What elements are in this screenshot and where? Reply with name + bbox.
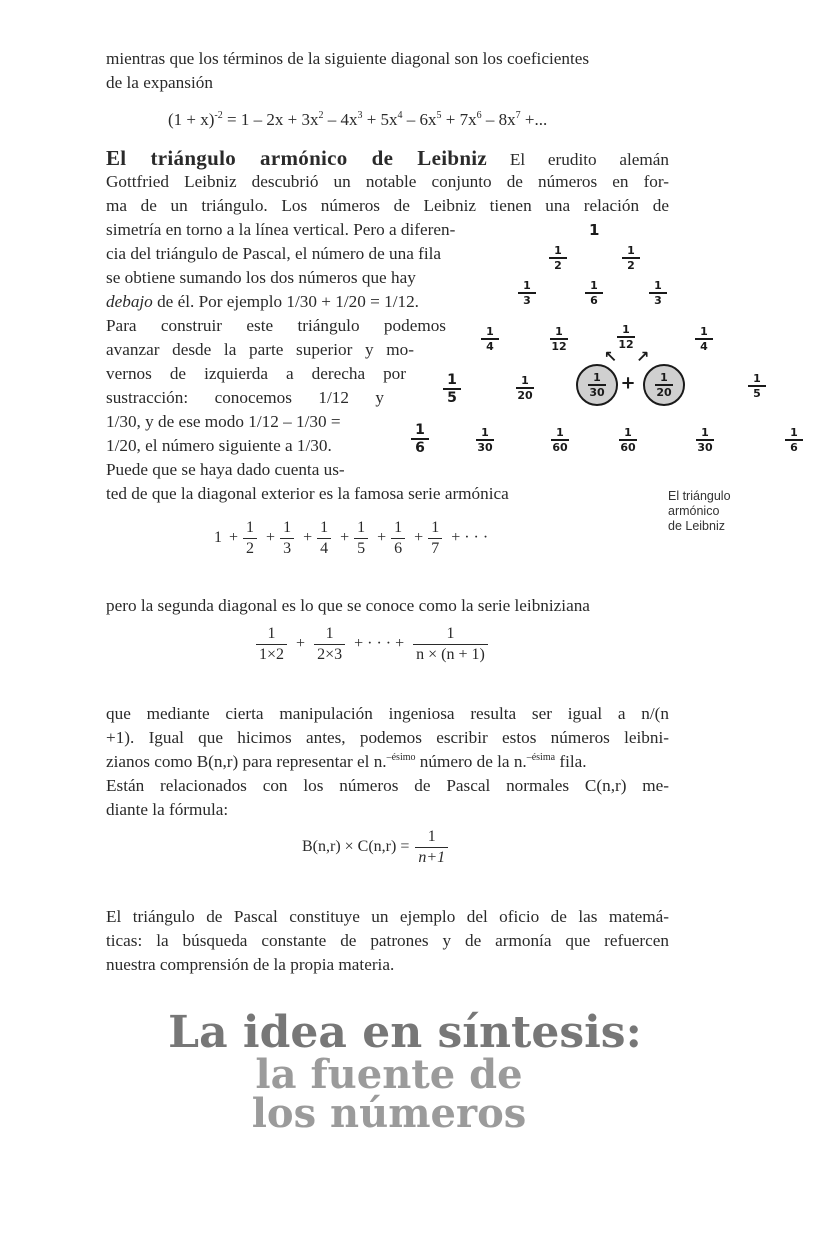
plus: + bbox=[377, 529, 387, 547]
triangle-cell: 1 bbox=[589, 221, 600, 239]
leibniz-series bbox=[254, 624, 490, 665]
leibniz-paragraph bbox=[106, 146, 669, 218]
intro-line: mientras que los términos de la siguiente diagonal son los coeficientes bbox=[106, 49, 590, 68]
triangle-cell: 1 6 bbox=[411, 423, 429, 455]
caption-line: El triángulo bbox=[668, 489, 731, 503]
paragraph-line: zianos como B(n,r) para representar el n.$^{-ésimo}$ número de la n.$^{-ésima}$ fila. bbox=[106, 752, 587, 771]
term: – 8x bbox=[485, 110, 516, 129]
paragraph-line: Puede que se haya dado cuenta us- bbox=[106, 460, 345, 479]
manipulation-paragraph bbox=[106, 702, 669, 822]
fraction: $\frac{1}{n+1}$ bbox=[415, 827, 448, 868]
paragraph-line: vernos de izquierda a derecha por bbox=[106, 364, 406, 383]
paragraph-line: se obtiene sumando los dos números que hay bbox=[106, 268, 416, 287]
intro-paragraph bbox=[106, 47, 669, 95]
triangle-cell: 1 4 bbox=[481, 326, 499, 352]
triangle-cell: 1 2 bbox=[622, 245, 640, 271]
fraction: $\frac{1}{2}$ bbox=[243, 518, 257, 559]
arrow-up-right-icon: ↑ bbox=[599, 345, 623, 368]
arrow-up-left-icon: ↑ bbox=[631, 345, 655, 368]
paragraph-line: cia del triángulo de Pascal, el número de una fila bbox=[106, 244, 442, 263]
paragraph-line: Están relacionados con los números de Pascal normales C(n,r) me- bbox=[106, 776, 669, 795]
lead-term: 1 bbox=[214, 529, 222, 547]
heading-tail: El erudito alemán bbox=[509, 150, 669, 169]
exp: 6 bbox=[476, 110, 482, 121]
expansion-lhs: (1 + x) bbox=[168, 110, 215, 129]
term: – 4x bbox=[327, 110, 358, 129]
exp: 2 bbox=[318, 110, 324, 121]
leibniz-first-line bbox=[106, 146, 669, 170]
plus: + bbox=[296, 635, 306, 653]
triangle-cell: 1 30 bbox=[477, 426, 493, 454]
term: – 6x bbox=[406, 110, 437, 129]
paragraph-line: simetría en torno a la línea vertical. Pero a diferen- bbox=[106, 220, 456, 239]
formula-lhs: B(n,r) × C(n,r) = bbox=[302, 838, 410, 856]
triangle-cell: 1 30 bbox=[697, 426, 713, 454]
triangle-cell: 1 3 bbox=[518, 280, 536, 306]
triangle-cell-target: 1 12 bbox=[618, 323, 634, 351]
fraction: $\frac{1}{2\times 3}$ bbox=[314, 624, 345, 665]
synthesis-subtitle-line2: los números bbox=[251, 1090, 527, 1137]
triangle-cell: 1 3 bbox=[649, 280, 667, 306]
fraction: $\frac{1}{n \times (n + 1)}$ bbox=[413, 624, 488, 665]
paragraph-line: diante la fórmula: bbox=[106, 800, 229, 819]
paragraph-line bbox=[106, 290, 526, 314]
plus-sign: + bbox=[620, 372, 636, 394]
line-rest: de él. Por ejemplo 1/30 + 1/20 = 1/12. bbox=[157, 292, 419, 311]
triangle-cell: 1 5 bbox=[748, 373, 766, 399]
italic-word: debajo bbox=[106, 292, 153, 311]
synthesis-subtitle-line1: la fuente de bbox=[255, 1051, 523, 1098]
b-c-formula bbox=[302, 827, 450, 868]
term: = 1 – 2x + 3x bbox=[227, 110, 319, 129]
paragraph-line: El triángulo de Pascal constituye un ejemplo del oficio de las matemá- bbox=[106, 907, 669, 926]
triangle-cell: 1 5 bbox=[443, 373, 461, 405]
triangle-cell: 1 60 bbox=[620, 426, 636, 454]
caption-line: armónico bbox=[668, 504, 720, 518]
second-diagonal-paragraph bbox=[106, 594, 669, 618]
paragraph-line: nuestra comprensión de la propia materia. bbox=[106, 955, 395, 974]
highlighted-cell-1-30: 1 30 bbox=[576, 364, 618, 406]
exp: 7 bbox=[515, 110, 521, 121]
triangle-cell: 1 60 bbox=[552, 426, 568, 454]
plus: + bbox=[266, 529, 276, 547]
fraction: $\frac{1}{4}$ bbox=[317, 518, 331, 559]
paragraph-line: pero la segunda diagonal es lo que se conoce como la serie leibniziana bbox=[106, 596, 590, 615]
triangle-cell: 1 2 bbox=[549, 245, 567, 271]
exp: 3 bbox=[357, 110, 363, 121]
leibniz-narrow-column bbox=[106, 218, 526, 506]
paragraph-line: Para construir este triángulo podemos bbox=[106, 316, 446, 335]
triangle-cell: 1 20 bbox=[517, 374, 533, 402]
triangle-cell: 1 6 bbox=[785, 427, 803, 453]
plus: + bbox=[414, 529, 424, 547]
caption-line: de Leibniz bbox=[668, 519, 725, 533]
synthesis-title: La idea en síntesis: bbox=[168, 1007, 642, 1058]
fraction: $\frac{1}{7}$ bbox=[428, 518, 442, 559]
ellipsis-plus: + · · · + bbox=[354, 635, 405, 653]
paragraph-line: Gottfried Leibniz descubrió un notable conjunto de números en for- bbox=[106, 172, 669, 191]
intro-line: de la expansión bbox=[106, 73, 213, 92]
figure-caption bbox=[668, 489, 788, 534]
fraction: $\frac{1}{6}$ bbox=[391, 518, 405, 559]
triangle-cell: 1 6 bbox=[585, 280, 603, 306]
paragraph-line: 1/20, el número siguiente a 1/30. bbox=[106, 436, 332, 455]
harmonic-series bbox=[214, 518, 491, 559]
fraction: $\frac{1}{3}$ bbox=[280, 518, 294, 559]
term: + 7x bbox=[445, 110, 477, 129]
triangle-cell: 1 4 bbox=[695, 326, 713, 352]
paragraph-line: sustracción: conocemos 1/12 y bbox=[106, 388, 384, 407]
fraction: $\frac{1}{5}$ bbox=[354, 518, 368, 559]
triangle-cell: 1 12 bbox=[551, 325, 567, 353]
exp: 4 bbox=[397, 110, 403, 121]
paragraph-line: que mediante cierta manipulación ingeniosa resulta ser igual a n/(n bbox=[106, 704, 669, 723]
plus: + bbox=[229, 529, 239, 547]
expansion-lhs-exponent: -2 bbox=[214, 110, 223, 121]
exp: 5 bbox=[436, 110, 442, 121]
plus: + bbox=[303, 529, 313, 547]
closing-paragraph bbox=[106, 905, 669, 977]
expansion-equation bbox=[168, 110, 547, 130]
plus: + bbox=[340, 529, 350, 547]
paragraph-line: avanzar desde la parte superior y mo- bbox=[106, 340, 414, 359]
paragraph-line: 1/30, y de ese modo 1/12 – 1/30 = bbox=[106, 412, 341, 431]
fraction: $\frac{1}{1\times 2}$ bbox=[256, 624, 287, 665]
term: +... bbox=[524, 110, 548, 129]
section-heading: El triángulo armónico de Leibniz bbox=[106, 146, 488, 170]
paragraph-line: +1). Igual que hicimos antes, podemos escribir estos números leibni- bbox=[106, 728, 669, 747]
paragraph-line: ted de que la diagonal exterior es la famosa serie armónica bbox=[106, 484, 509, 503]
term: + 5x bbox=[366, 110, 398, 129]
paragraph-line: ma de un triángulo. Los números de Leibniz tienen una relación de bbox=[106, 196, 669, 215]
highlighted-cell-1-20: 1 20 bbox=[643, 364, 685, 406]
ellipsis: + · · · bbox=[451, 529, 489, 547]
paragraph-line: ticas: la búsqueda constante de patrones y de armonía que refuercen bbox=[106, 931, 669, 950]
